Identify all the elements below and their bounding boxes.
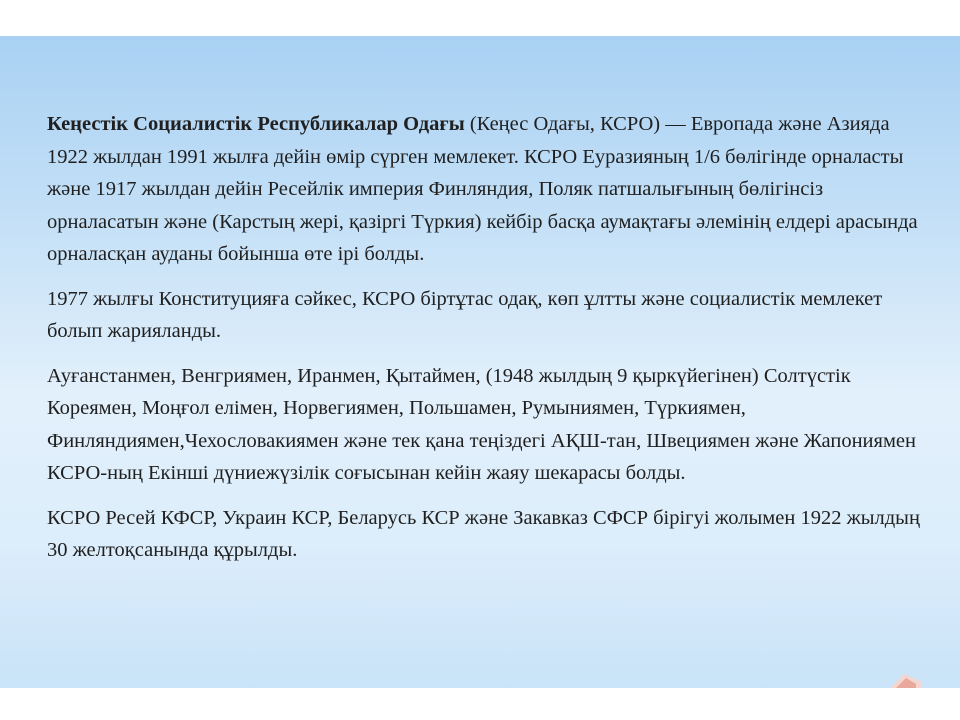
definition-text: (Кеңес Одағы, КСРО) — Европада және Азияда 1922 жылдан 1991 жылға дейін өмір сүрген мемлекет. КСРО Еуразияның 1/6 бөлігінде орналасты және 1917 жылдан дейін Ресейлік империя Финляндия, Поляк патшалығының бөлігінсіз орналасатын және (Карстың жері, қазіргі Түркия) кейбір басқа аумақтағы әлемінің елдері арасында орналасқан ауданы бойынша өте ірі болды.: [47, 113, 918, 265]
term-bold-lead: Кеңестік Социалистік Республикалар Одағы: [47, 113, 465, 135]
slide-text-body: [47, 108, 927, 579]
slide-background: [0, 36, 960, 688]
corner-decoration-icon: [882, 668, 922, 688]
paragraph-constitution: 1977 жылғы Конституцияға сәйкес, КСРО біртұтас одақ, көп ұлтты және социалистік мемлекет болып жарияланды.: [47, 287, 883, 342]
paragraph-borders: Ауғанстанмен, Венгриямен, Иранмен, Қытаймен, (1948 жылдың 9 қыркүйегінен) Солтүстік Кореямен, Моңғол елімен, Норвегиямен, Польшамен, Румыниямен, Түркиямен, Финляндиямен,Чехословакиямен және тек қана теңіздегі АҚШ-тан, Швециямен және Жапониямен КСРО-ның Екінші дүниежүзілік соғысынан кейін жаяу шекарасы болды.: [47, 364, 916, 484]
paragraph-founding: КСРО Ресей КФСР, Украин КСР, Беларусь КСР және Закавказ СФСР бірігуі жолымен 1922 жылдың 30 желтоқсанында құрылды.: [47, 506, 920, 561]
paragraph-definition: [47, 108, 927, 271]
